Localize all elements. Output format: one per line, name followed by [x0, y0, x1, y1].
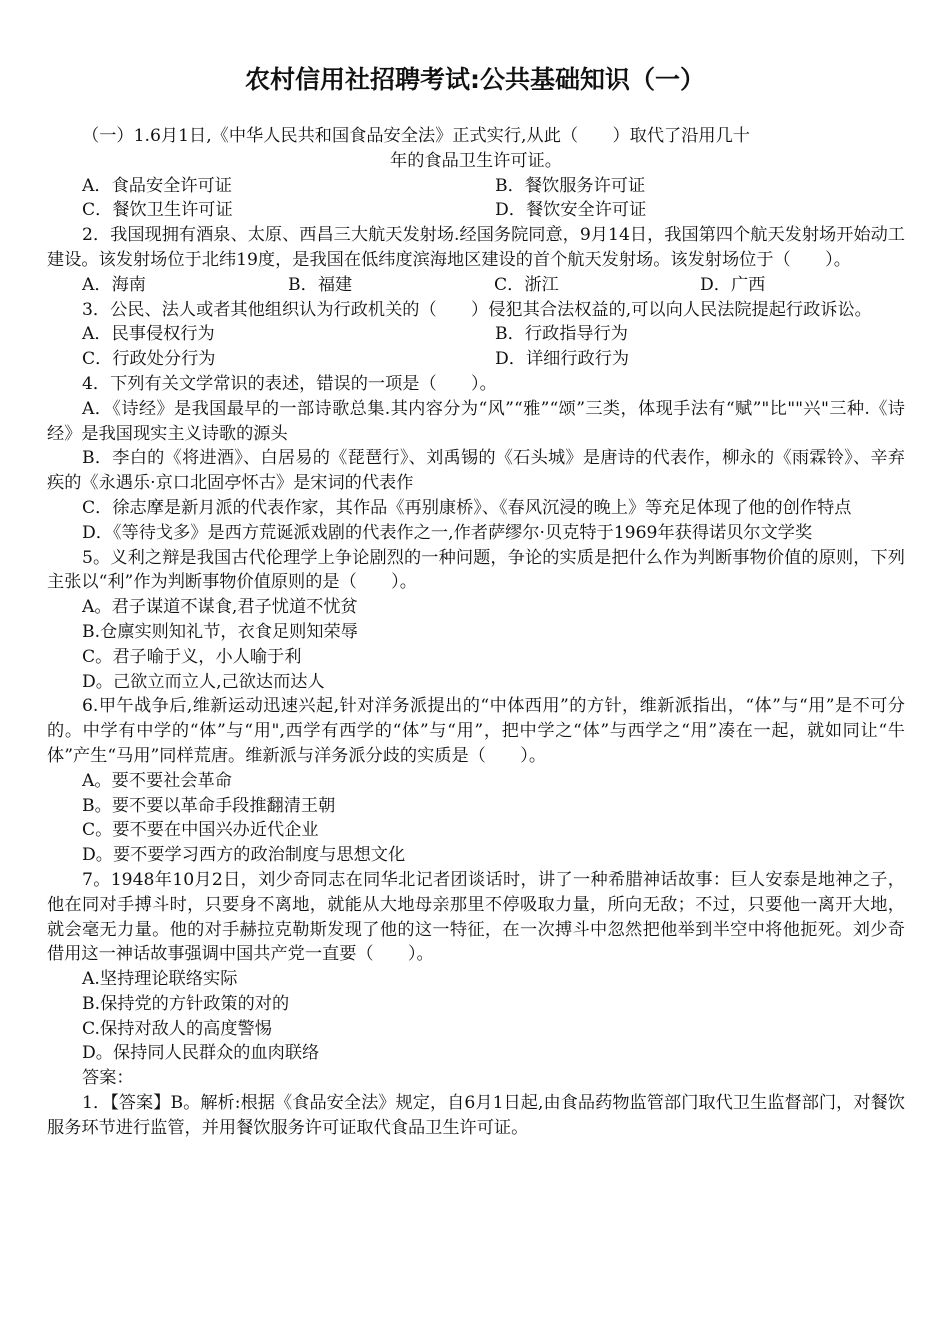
option-a: A.坚持理论联络实际	[82, 969, 238, 990]
option-d: D。保持同人民群众的血肉联络	[82, 1043, 320, 1064]
option-a: A．食品安全许可证	[82, 175, 232, 196]
option-c: C．徐志摩是新月派的代表作家，其作品《再别康桥》、《春风沉浸的晚上》等充足体现了他的创作特点	[82, 497, 852, 518]
question-6-stem: 6.甲午战争后,维新运动迅速兴起,针对洋务派提出的“中体西用”的方针，维新派指出，“体”与“用”是不可分的。中学有中学的“体”与“用",西学有西学的“体”与“用”，把中学之“体”与西学之“用”凑在一起，就如同让“牛体”产生“马用”同样荒唐。维新派与洋务派分歧的实质是（ ）。	[47, 696, 905, 766]
option-b: B．餐饮服务许可证	[495, 175, 646, 196]
option-a: A。要不要社会革命	[82, 770, 232, 791]
option-b: B．行政指导行为	[495, 324, 628, 345]
question-3-options-row-1	[47, 322, 905, 347]
question-5-stem: 5。义利之辩是我国古代伦理学上争论剧烈的一种问题，争论的实质是把什么作为判断事物价值的原则，下列主张以“利”作为判断事物价值原则的是（ ）。	[47, 547, 905, 593]
question-3-options-row-2	[47, 347, 905, 372]
question-2-stem: 2．我国现拥有酒泉、太原、西昌三大航天发射场.经国务院同意，9月14日，我国第四个航天发射场开始动工建设。该发射场位于北纬19度，是我国在低纬度滨海地区建设的首个航天发射场。该发射场位于（ ）。	[47, 225, 905, 270]
document-body	[47, 124, 905, 1141]
question-4-stem: 4．下列有关文学常识的表述，错误的一项是（ ）。	[82, 373, 497, 394]
option-c: C．餐饮卫生许可证	[82, 200, 233, 221]
option-c: C．行政处分行为	[82, 349, 216, 370]
option-b: B．福建	[288, 274, 353, 295]
option-d: D．广西	[700, 274, 766, 295]
question-1-stem-cont: 年的食品卫生许可证。	[390, 150, 562, 171]
option-a: A．《诗经》是我国最早的一部诗歌总集.其内容分为“风”“雅”“颂”三类，体现手法有“赋”"比""兴"三种.《诗经》是我国现实主义诗歌的源头	[47, 398, 905, 444]
option-d: D。要不要学习西方的政治制度与思想文化	[82, 845, 406, 866]
answer-1: 1．【答案】B。解析:根据《食品安全法》规定，自6月1日起,由食品药物监管部门取代卫生监督部门，对餐饮服务环节进行监管，并用餐饮服务许可证取代食品卫生许可证。	[47, 1093, 905, 1138]
page-title: 农村信用社招聘考试:公共基础知识（一）	[245, 65, 705, 94]
option-c: C。要不要在中国兴办近代企业	[82, 820, 319, 841]
option-a: A．海南	[82, 274, 146, 295]
option-a: A。君子谋道不谋食,君子忧道不忧贫	[82, 597, 358, 618]
option-d: D．《等待戈多》是西方荒诞派戏剧的代表作之一,作者萨缪尔·贝克特于1969年获得诺贝尔文学奖	[82, 522, 813, 543]
option-b: B．李白的《将进酒》、白居易的《琵琶行》、刘禹锡的《石头城》是唐诗的代表作，柳永的《雨霖铃》、辛弃疾的《永遇乐·京口北固亭怀古》是宋词的代表作	[47, 448, 905, 494]
option-b: B.仓廪实则知礼节，衣食足则知荣辱	[82, 621, 358, 642]
option-c: C。君子喻于义，小人喻于利	[82, 646, 302, 667]
option-b: B.保持党的方针政策的对的	[82, 993, 290, 1014]
option-c: C.保持对敌人的高度警惕	[82, 1018, 272, 1039]
question-1-stem: （一）1.6月1日,《中华人民共和国食品安全法》正式实行,从此（ ）取代了沿用几十	[82, 126, 750, 146]
option-d: D．详细行政行为	[495, 349, 630, 370]
option-a: A．民事侵权行为	[82, 324, 215, 345]
question-1-options-row-1	[47, 174, 905, 199]
option-d: D．餐饮安全许可证	[495, 200, 647, 221]
question-7-stem: 7。1948年10月2日，刘少奇同志在同华北记者团谈话时，讲了一种希腊神话故事：巨人安泰是地神之子，他在同对手搏斗时，只要身不离地，就能从大地母亲那里不停吸取力量，所向无敌；不过，只要他一离开大地，就会毫无力量。他的对手赫拉克勒斯发现了他的这一特征，在一次搏斗中忽然把他举到半空中将他扼死。刘少奇借用这一神话故事强调中国共产党一直要（ ）。	[47, 869, 905, 965]
option-d: D。己欲立而立人,己欲达而达人	[82, 671, 325, 692]
answers-heading: 答案：	[82, 1068, 134, 1089]
question-3-stem: 3．公民、法人或者其他组织认为行政机关的（ ）侵犯其合法权益的,可以向人民法院提起行政诉讼。	[82, 299, 872, 320]
question-2-options	[47, 273, 905, 298]
option-b: B。要不要以革命手段推翻清王朝	[82, 795, 336, 816]
option-c: C．浙江	[494, 274, 559, 295]
question-1-options-row-2	[47, 198, 905, 223]
